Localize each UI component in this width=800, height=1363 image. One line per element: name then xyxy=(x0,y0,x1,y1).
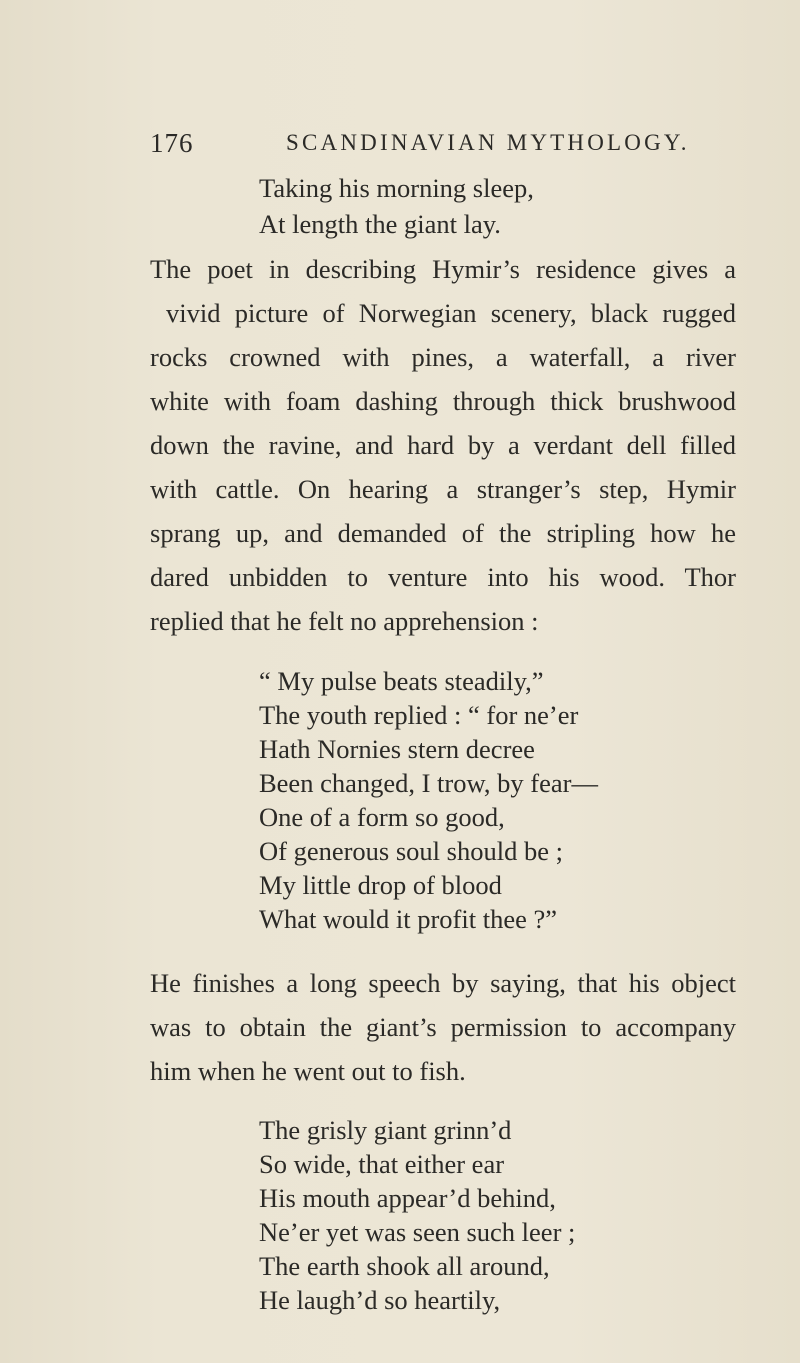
verse-line: Hath Nornies stern decree xyxy=(259,734,535,764)
verse-line: At length the giant lay. xyxy=(259,209,501,239)
verse-line: Been changed, I trow, by fear— xyxy=(259,768,598,798)
verse-line: One of a form so good, xyxy=(259,802,505,832)
prose-line: replied that he felt no apprehension : xyxy=(150,606,539,636)
prose-line: The poet in describing Hymir’s residence gives a xyxy=(150,254,736,284)
page-number: 176 xyxy=(150,128,194,158)
verse-line: The earth shook all around, xyxy=(259,1251,550,1281)
running-title: SCANDINAVIAN MYTHOLOGY. xyxy=(286,130,690,155)
page-header xyxy=(150,128,710,164)
prose-line: sprang up, and demanded of the stripling how he xyxy=(150,518,736,548)
prose-line: with cattle. On hearing a stranger’s step, Hymir xyxy=(150,474,736,504)
verse-line: What would it profit thee ?” xyxy=(259,904,558,934)
verse-line: So wide, that either ear xyxy=(259,1149,505,1179)
verse-line: The grisly giant grinn’d xyxy=(259,1115,512,1145)
prose-line: vivid picture of Norwegian scenery, black rugged xyxy=(166,298,736,328)
verse-line: The youth replied : “ for ne’er xyxy=(259,700,579,730)
prose-line: dared unbidden to venture into his wood. Thor xyxy=(150,562,736,592)
prose-line: He finishes a long speech by saying, that his object xyxy=(150,968,736,998)
prose-line: white with foam dashing through thick brushwood xyxy=(150,386,736,416)
verse-line: Of generous soul should be ; xyxy=(259,836,563,866)
verse-line: His mouth appear’d behind, xyxy=(259,1183,556,1213)
prose-line: down the ravine, and hard by a verdant dell filled xyxy=(150,430,736,460)
prose-line: rocks crowned with pines, a waterfall, a river xyxy=(150,342,736,372)
verse-line: Taking his morning sleep, xyxy=(259,173,534,203)
verse-line: My little drop of blood xyxy=(259,870,502,900)
prose-line: was to obtain the giant’s permission to accompany xyxy=(150,1012,736,1042)
verse-line: He laugh’d so heartily, xyxy=(259,1285,501,1315)
prose-line: him when he went out to fish. xyxy=(150,1056,466,1086)
verse-line: “ My pulse beats steadily,” xyxy=(259,666,544,696)
verse-line: Ne’er yet was seen such leer ; xyxy=(259,1217,576,1247)
